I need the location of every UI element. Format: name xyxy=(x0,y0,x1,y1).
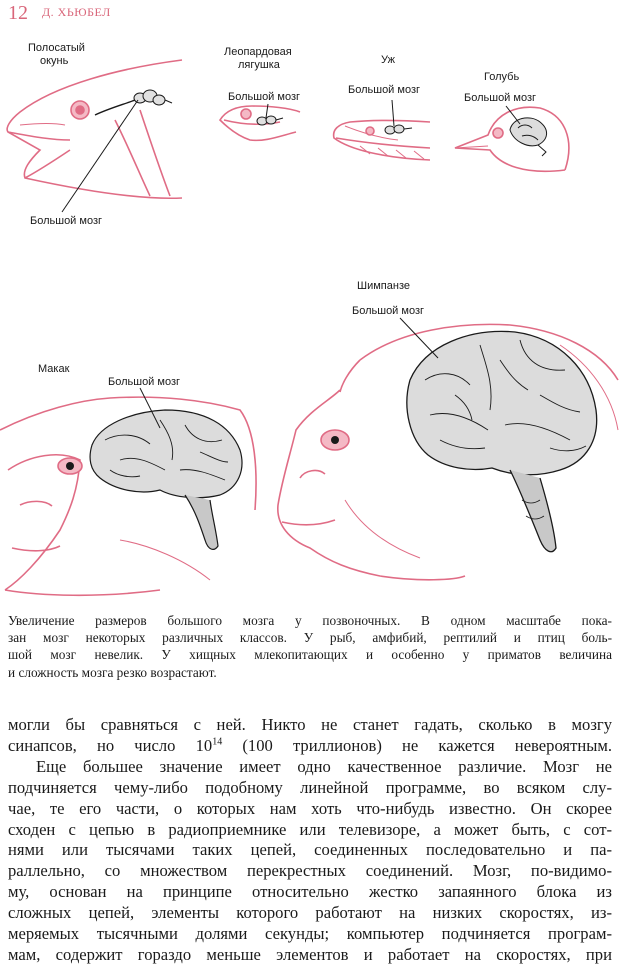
label-snake-brain: Большой мозг xyxy=(348,84,420,96)
label-pigeon: Голубь xyxy=(484,71,520,83)
body-line: мам, содержит гораздо меньше элементов и работает на скоростях, при xyxy=(8,944,612,964)
author-header: Д. ХЬЮБЕЛ xyxy=(42,5,111,19)
body-line-with-exponent xyxy=(8,736,612,757)
body-line: чае, те его части, о которых нам хоть что-нибудь известно. Он скорее xyxy=(8,798,612,818)
label-macaque-brain: Большой мозг xyxy=(108,376,180,388)
snake-illustration xyxy=(334,121,430,161)
label-snake: Уж xyxy=(381,54,395,66)
label-perch-line1: Полосатый xyxy=(28,42,85,54)
body-line: меряемых тысячными долями секунды; компьютер подчиняется програм- xyxy=(8,924,612,944)
label-macaque: Макак xyxy=(38,363,70,375)
caption-line: шой мозг невелик. У хищных млекопитающих и особенно у приматов величина xyxy=(8,647,612,663)
label-frog-line2: лягушка xyxy=(238,59,280,71)
macaque-brain xyxy=(90,410,242,549)
label-chimp-brain: Большой мозг xyxy=(352,305,424,317)
body-line: сложных цепей, элементы которого работают на низких скоростях, из- xyxy=(8,903,612,923)
label-perch-brain: Большой мозг xyxy=(30,215,102,227)
label-chimp: Шимпанзе xyxy=(357,280,410,292)
label-pigeon-brain: Большой мозг xyxy=(464,92,536,104)
body-line: могли бы сравняться с ней. Никто не станет гадать, сколько в мозгу xyxy=(8,715,612,734)
caption-line: и сложность мозга резко возрастают. xyxy=(8,664,217,680)
label-perch-line2: окунь xyxy=(40,55,69,67)
body-text xyxy=(8,715,612,966)
caption-line: Увеличение размеров большого мозга у позвоночных. В одном масштабе пока- xyxy=(8,613,612,628)
snake-brain-pointer xyxy=(392,100,394,126)
body-line: раллельно, со множеством перекрестных соединений. Мозг, по-видимо- xyxy=(8,861,612,881)
body-text-fragment: синапсов, но число 10 xyxy=(8,735,213,755)
frog-brain xyxy=(257,116,283,125)
pigeon-illustration xyxy=(455,107,569,171)
perch-illustration xyxy=(7,60,182,198)
body-line: сходен с цепью в радиоприемнике или телевизоре, а может быть, с сот- xyxy=(8,819,612,839)
exponent: 14 xyxy=(212,736,223,748)
caption-line: зан мозг некоторых различных классов. У рыб, амфибий, рептилий и птиц боль- xyxy=(8,630,612,646)
page-number: 12 xyxy=(8,2,28,24)
pigeon-brain xyxy=(510,118,547,156)
chimp-brain xyxy=(407,331,597,551)
snake-brain xyxy=(385,125,412,134)
body-line: Еще большее значение имеет одно качественное различие. Мозг не xyxy=(36,756,612,776)
label-frog-line1: Леопардовая xyxy=(224,46,292,58)
body-line: нями или тысячами таких цепей, соединенных последовательно и па- xyxy=(8,840,612,860)
figure-caption xyxy=(8,612,612,681)
body-text-fragment: (100 триллионов) не кажется невероятным. xyxy=(222,735,612,755)
body-line: подчиняется чему-либо подобному линейной программе, во всяком слу- xyxy=(8,777,612,797)
perch-brain xyxy=(95,90,172,115)
chimp-brain-pointer xyxy=(400,318,438,358)
label-frog-brain: Большой мозг xyxy=(228,91,300,103)
body-line: му, основан на принципе относительно жестко запаянного блока из xyxy=(8,882,612,902)
